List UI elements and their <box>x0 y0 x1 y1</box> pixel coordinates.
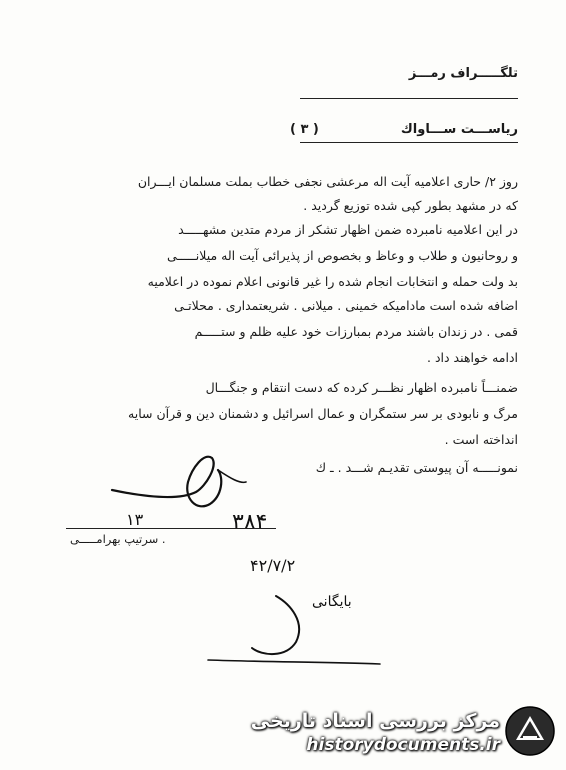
watermark-logo <box>250 700 560 762</box>
header-rule-top <box>300 98 518 99</box>
body-line-7: قمی . در زندان باشند مردم بمبارزات خود علیه ظلم و ستـــــم <box>194 324 518 339</box>
telegram-code-heading: تلگـــــراف رمـــز <box>408 66 518 81</box>
body-line-2: که در مشهد بطور کپی شده توزیع گردید . <box>303 198 518 213</box>
signatory-name: . سرتیپ بهرامـــــی <box>70 532 166 546</box>
handwritten-note: بایگانی <box>312 594 352 610</box>
department-heading: ریاســـت ســـاواك <box>400 122 518 137</box>
body-line-5: بد ولت حمله و انتخابات انجام شده را غیر قانونی اعلام نموده در اعلامیه <box>147 274 518 289</box>
body-line-10: مرگ و نابودی بر سر ستمگران و عمال اسرائیل و دشمنان دین و قرآن سایه <box>128 406 518 421</box>
body-line-3: در این اعلامیه نامبرده ضمن اظهار تشکر از مردم متدین مشهـــــد <box>178 222 518 237</box>
header-rule-bottom <box>300 142 518 143</box>
body-line-1: روز ۲/ حاری اعلامیه آیت اله مرعشی نجفی خطاب بملت مسلمان ایـــران <box>137 174 518 189</box>
signature-rule <box>66 528 276 529</box>
handwritten-number: ۳۸۴ <box>232 510 268 535</box>
signature-scribble <box>100 448 250 522</box>
closing-line: نمونـــــه آن پیوستی تقدیـم شـــد . ـ ك <box>315 460 518 475</box>
watermark-url: historydocuments.ir <box>306 735 500 755</box>
archive-flourish <box>206 590 382 680</box>
watermark-title: مرکز بررسی اسناد تاریخی <box>250 710 500 732</box>
body-line-8: ادامه خواهند داد . <box>427 350 518 365</box>
body-line-4: و روحانیون و طلاب و وعاظ و بخصوص از پذیرائی آیت اله میلانـــــی <box>167 248 518 263</box>
body-line-6: اضافه شده است مادامیکه خمینی . میلانی . شریعتمداری . محلاتـی <box>174 298 518 313</box>
body-line-11: انداخته است . <box>444 432 518 447</box>
archive-logo-icon <box>504 704 556 758</box>
body-line-9: ضمنـــاً نامبرده اظهار نظـــر کرده که دست انتقام و جنگـــال <box>205 380 518 395</box>
handwritten-date: ۴۲/۷/۲ <box>250 556 296 575</box>
handwritten-mark: ۱۳ <box>126 510 144 529</box>
department-number: ( ۳ ) <box>290 122 319 137</box>
